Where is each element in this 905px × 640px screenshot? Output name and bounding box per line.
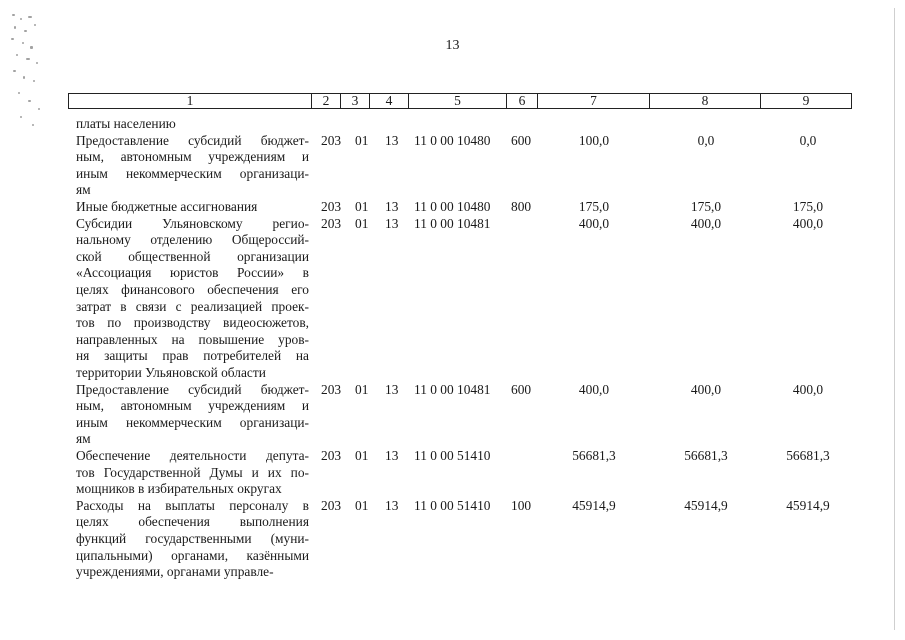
amount-col-8: 0,0 xyxy=(697,132,715,148)
header-col-5: 5 xyxy=(454,93,461,108)
grbs-code: 203 xyxy=(321,448,342,463)
description-line: «Ассоциация юристов России» в xyxy=(76,265,309,281)
header-col-8: 8 xyxy=(701,93,709,108)
amount-col-7: 56681,3 xyxy=(572,448,616,463)
amount-col-8: 400,0 xyxy=(690,215,722,231)
description-line: учреждениями, органами управле- xyxy=(76,564,274,580)
target-article-code: 11 0 00 10480 xyxy=(414,199,491,214)
description-line: целях обеспечения выполнения xyxy=(76,514,309,530)
description-line: Предоставление субсидий бюджет- xyxy=(76,381,309,397)
description-line: территории Ульяновской области xyxy=(76,364,266,380)
amount-col-8: 56681,3 xyxy=(684,448,728,463)
subsection-code: 13 xyxy=(385,215,399,231)
description-line: Иные бюджетные ассигнования xyxy=(76,199,258,214)
target-article-code: 11 0 00 10481 xyxy=(414,381,491,397)
row-description xyxy=(76,216,309,382)
target-article-code: 11 0 00 51410 xyxy=(414,497,491,513)
row-description xyxy=(76,116,309,133)
table-row xyxy=(0,199,905,216)
description-line: ным, автономным учреждениям и xyxy=(76,398,309,414)
amount-col-9: 400,0 xyxy=(792,215,824,231)
description-line: ня защиты прав потребителей на xyxy=(76,348,309,364)
grbs-code: 203 xyxy=(321,132,342,148)
amount-col-8: 175,0 xyxy=(690,199,722,214)
row-description xyxy=(76,382,309,448)
header-col-6: 6 xyxy=(518,93,526,108)
description-line: иным некоммерческим организаци- xyxy=(76,165,309,181)
description-line: нальному отделению Общероссий- xyxy=(76,232,309,248)
target-article-code: 11 0 00 10480 xyxy=(414,132,491,148)
amount-col-7: 45914,9 xyxy=(572,497,616,513)
amount-col-9: 45914,9 xyxy=(786,497,830,513)
grbs-code: 203 xyxy=(321,199,342,214)
table-row xyxy=(0,116,905,133)
header-col-2: 2 xyxy=(322,93,330,108)
section-code: 01 xyxy=(355,497,369,513)
amount-col-9: 175,0 xyxy=(792,199,824,214)
row-description xyxy=(76,199,309,216)
description-line: ципальными) органами, казёнными xyxy=(76,547,309,563)
header-col-1: 1 xyxy=(186,93,194,108)
expense-type-code: 600 xyxy=(511,132,532,148)
amount-col-7: 400,0 xyxy=(578,215,610,231)
amount-col-8: 45914,9 xyxy=(684,497,728,513)
description-line: Предоставление субсидий бюджет- xyxy=(76,132,309,148)
header-col-9: 9 xyxy=(802,93,810,108)
description-line: направленных на повышение уров- xyxy=(76,331,309,347)
target-article-code: 11 0 00 10481 xyxy=(414,215,491,231)
description-line: мощников в избирательных округах xyxy=(76,481,282,497)
description-line: ям xyxy=(76,182,91,198)
grbs-code: 203 xyxy=(321,381,342,397)
section-code: 01 xyxy=(355,215,369,231)
table-row xyxy=(0,448,905,498)
description-line: ям xyxy=(76,431,91,447)
expense-type-code: 600 xyxy=(511,381,532,397)
subsection-code: 13 xyxy=(385,381,399,397)
section-code: 01 xyxy=(355,199,369,214)
header-col-3: 3 xyxy=(351,93,359,108)
row-description xyxy=(76,133,309,199)
description-line: ской общественной организации xyxy=(76,248,309,264)
expense-type-code: 800 xyxy=(511,199,532,214)
expense-type-code: 100 xyxy=(511,497,532,513)
description-line: иным некоммерческим организаци- xyxy=(76,414,309,430)
scan-noise xyxy=(8,12,50,132)
grbs-code: 203 xyxy=(321,497,342,513)
description-line: тов по производству видеосюжетов, xyxy=(76,315,309,331)
table-row xyxy=(0,216,905,382)
row-description xyxy=(76,498,309,581)
description-line: целях финансового обеспечения его xyxy=(76,281,309,297)
amount-col-8: 400,0 xyxy=(690,381,722,397)
subsection-code: 13 xyxy=(385,132,399,148)
description-line: тов Государственной Думы и их по- xyxy=(76,464,309,480)
amount-col-9: 0,0 xyxy=(799,132,817,148)
amount-col-7: 400,0 xyxy=(578,381,610,397)
subsection-code: 13 xyxy=(385,448,399,463)
table-header xyxy=(68,93,852,109)
header-col-4: 4 xyxy=(385,93,393,108)
subsection-code: 13 xyxy=(385,497,399,513)
description-line: функций государственными (муни- xyxy=(76,530,309,546)
section-code: 01 xyxy=(355,448,369,463)
amount-col-7: 175,0 xyxy=(578,199,610,214)
description-line: платы населению xyxy=(76,116,176,131)
amount-col-9: 56681,3 xyxy=(786,448,830,463)
row-description xyxy=(76,448,309,498)
header-col-7: 7 xyxy=(590,93,597,108)
description-line: Субсидии Ульяновскому регио- xyxy=(76,215,309,231)
target-article-code: 11 0 00 51410 xyxy=(414,448,491,463)
table-row xyxy=(0,498,905,581)
section-code: 01 xyxy=(355,381,369,397)
section-code: 01 xyxy=(355,132,369,148)
amount-col-9: 400,0 xyxy=(792,381,824,397)
description-line: ным, автономным учреждениям и xyxy=(76,149,309,165)
subsection-code: 13 xyxy=(385,199,399,214)
table-row xyxy=(0,382,905,448)
description-line: Обеспечение деятельности депута- xyxy=(76,448,309,463)
grbs-code: 203 xyxy=(321,215,342,231)
page-number: 13 xyxy=(445,38,460,53)
amount-col-7: 100,0 xyxy=(578,132,610,148)
table-row xyxy=(0,133,905,199)
description-line: затрат в связи с реализацией проек- xyxy=(76,298,309,314)
description-line: Расходы на выплаты персоналу в xyxy=(76,497,309,513)
